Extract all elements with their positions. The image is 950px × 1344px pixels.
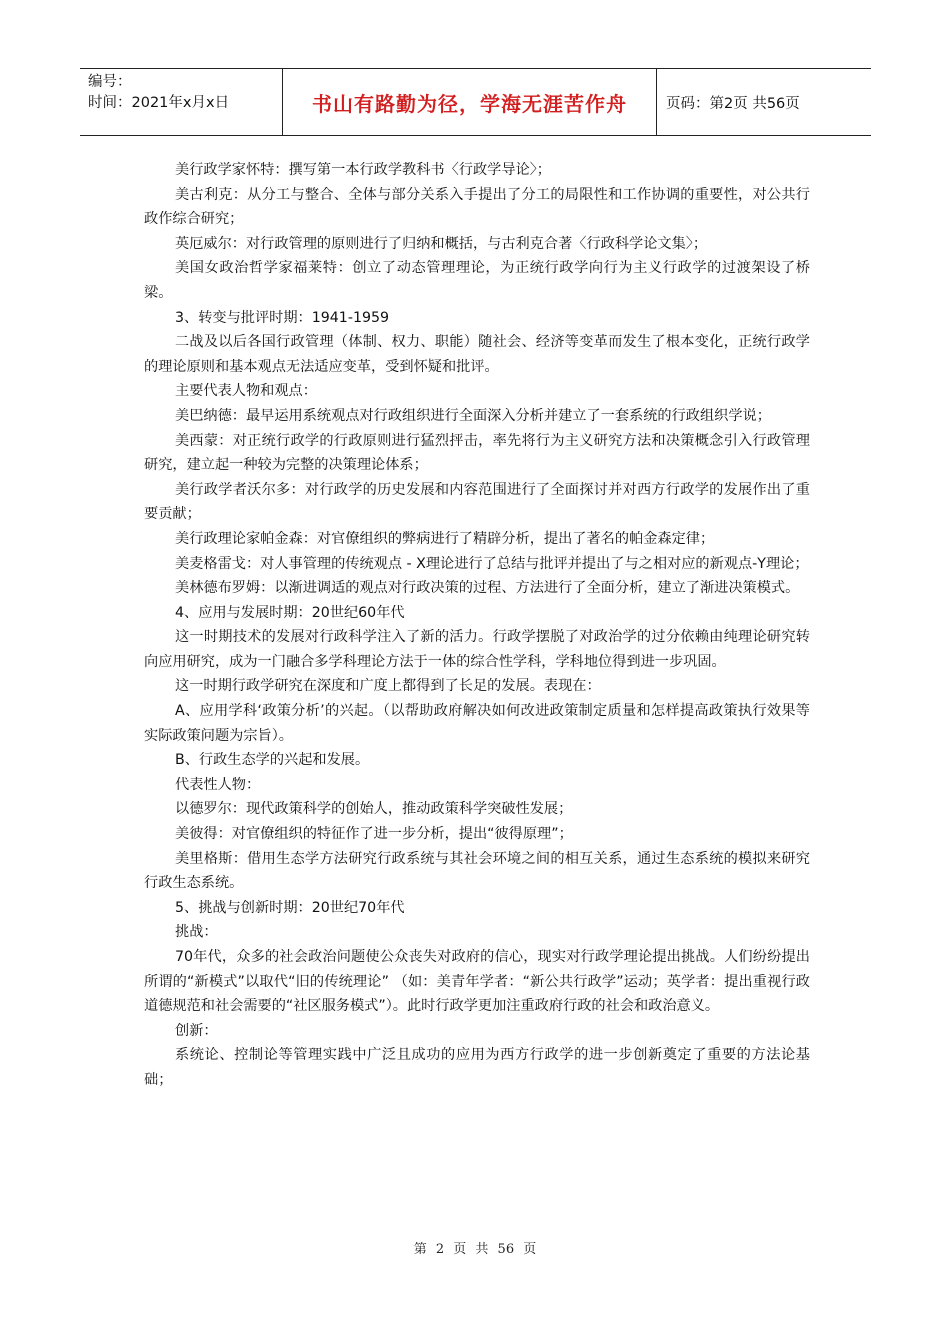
paragraph: 二战及以后各国行政管理（体制、权力、职能）随社会、经济等变革而发生了根本变化，正统行政学的理论原则和基本观点无法适应变革，受到怀疑和批评。 <box>144 334 810 375</box>
paragraph: 美行政学家怀特：撰写第一本行政学教科书〈行政学导论〉； <box>175 162 551 178</box>
paragraph: 创新： <box>175 1022 218 1039</box>
paragraph: 美巴纳德：最早运用系统观点对行政组织进行全面深入分析并建立了一套系统的行政组织学说； <box>175 407 771 424</box>
paragraph: 4、应用与发展时期：20世纪60年代 <box>175 604 405 621</box>
paragraph: 美行政学者沃尔多：对行政学的历史发展和内容范围进行了全面探讨并对西方行政学的发展作出了重要贡献； <box>144 481 810 523</box>
paragraph: 主要代表人物和观点： <box>175 383 317 400</box>
paragraph: 美国女政治哲学家福莱特：创立了动态管理理论，为正统行政学向行为主义行政学的过渡架设了桥梁。 <box>144 260 810 301</box>
paragraph: 美林德布罗姆：以渐进调适的观点对行政决策的过程、方法进行了全面分析，建立了渐进决策模式。 <box>175 580 800 597</box>
header-divider-right <box>656 68 657 136</box>
header-page-info: 页码：第2页 共56页 <box>666 95 800 112</box>
paragraph: 挑战： <box>175 924 218 941</box>
paragraph: 系统论、控制论等管理实践中广泛且成功的应用为西方行政学的进一步创新奠定了重要的方法论基础； <box>144 1047 810 1088</box>
paragraph: 美古利克：从分工与整合、全体与部分关系入手提出了分工的局限性和工作协调的重要性，对公共行政作综合研究； <box>144 186 810 228</box>
paragraph: 美西蒙：对正统行政学的行政原则进行猛烈抨击，率先将行为主义研究方法和决策概念引入行政管理研究，建立起一种较为完整的决策理论体系； <box>144 432 810 474</box>
document-number-label: 编号： <box>88 74 132 90</box>
paragraph: B、行政生态学的兴起和发展。 <box>175 752 370 769</box>
header-meta <box>88 72 229 114</box>
paragraph: 5、挑战与创新时期：20世纪70年代 <box>175 899 405 916</box>
page-footer: 第 2 页 共 56 页 <box>413 1242 537 1257</box>
paragraph: 美行政理论家帕金森：对官僚组织的弊病进行了精辟分析，提出了著名的帕金森定律； <box>175 530 715 547</box>
paragraph: 美彼得：对官僚组织的特征作了进一步分析，提出“彼得原理”； <box>175 826 573 843</box>
paragraph: A、应用学科‘政策分析’的兴起。（以帮助政府解决如何改进政策制定质量和怎样提高政策执行效果等实际政策问题为宗旨）。 <box>144 703 810 744</box>
paragraph: 以德罗尔：现代政策科学的创始人，推动政策科学突破性发展； <box>175 801 573 818</box>
page-header <box>80 68 871 136</box>
paragraph: 美里格斯：借用生态学方法研究行政系统与其社会环境之间的相互关系，通过生态系统的模拟来研究行政生态系统。 <box>144 850 810 892</box>
paragraph: 美麦格雷戈：对人事管理的传统观点 - X理论进行了总结与批评并提出了与之相对应的新观点-Y理论； <box>175 555 809 572</box>
paragraph: 这一时期行政学研究在深度和广度上都得到了长足的发展。表现在： <box>175 678 601 695</box>
document-date: 时间：2021年x月x日 <box>88 95 230 111</box>
header-motto: 书山有路勤为径，学海无涯苦作舟 <box>312 91 627 116</box>
paragraph: 70年代，众多的社会政治问题使公众丧失对政府的信心，现实对行政学理论提出挑战。人们纷纷提出所谓的“新模式”以取代“旧的传统理论” （如：美青年学者：“新公共行政学”运动；英学者：提出重视行政道德规范和社会需要的“社区服务模式”）。此时行政学更加注重政府行政的社会和政治意义。 <box>144 949 810 1015</box>
paragraph: 这一时期技术的发展对行政科学注入了新的活力。行政学摆脱了对政治学的过分依赖由纯理论研究转向应用研究，成为一门融合多学科理论方法于一体的综合性学科，学科地位得到进一步巩固。 <box>144 629 810 670</box>
document-body <box>144 158 810 1093</box>
paragraph: 英厄威尔：对行政管理的原则进行了归纳和概括，与古利克合著〈行政科学论文集〉； <box>175 235 708 252</box>
paragraph: 代表性人物： <box>175 776 261 793</box>
paragraph: 3、转变与批评时期：1941-1959 <box>175 309 390 326</box>
